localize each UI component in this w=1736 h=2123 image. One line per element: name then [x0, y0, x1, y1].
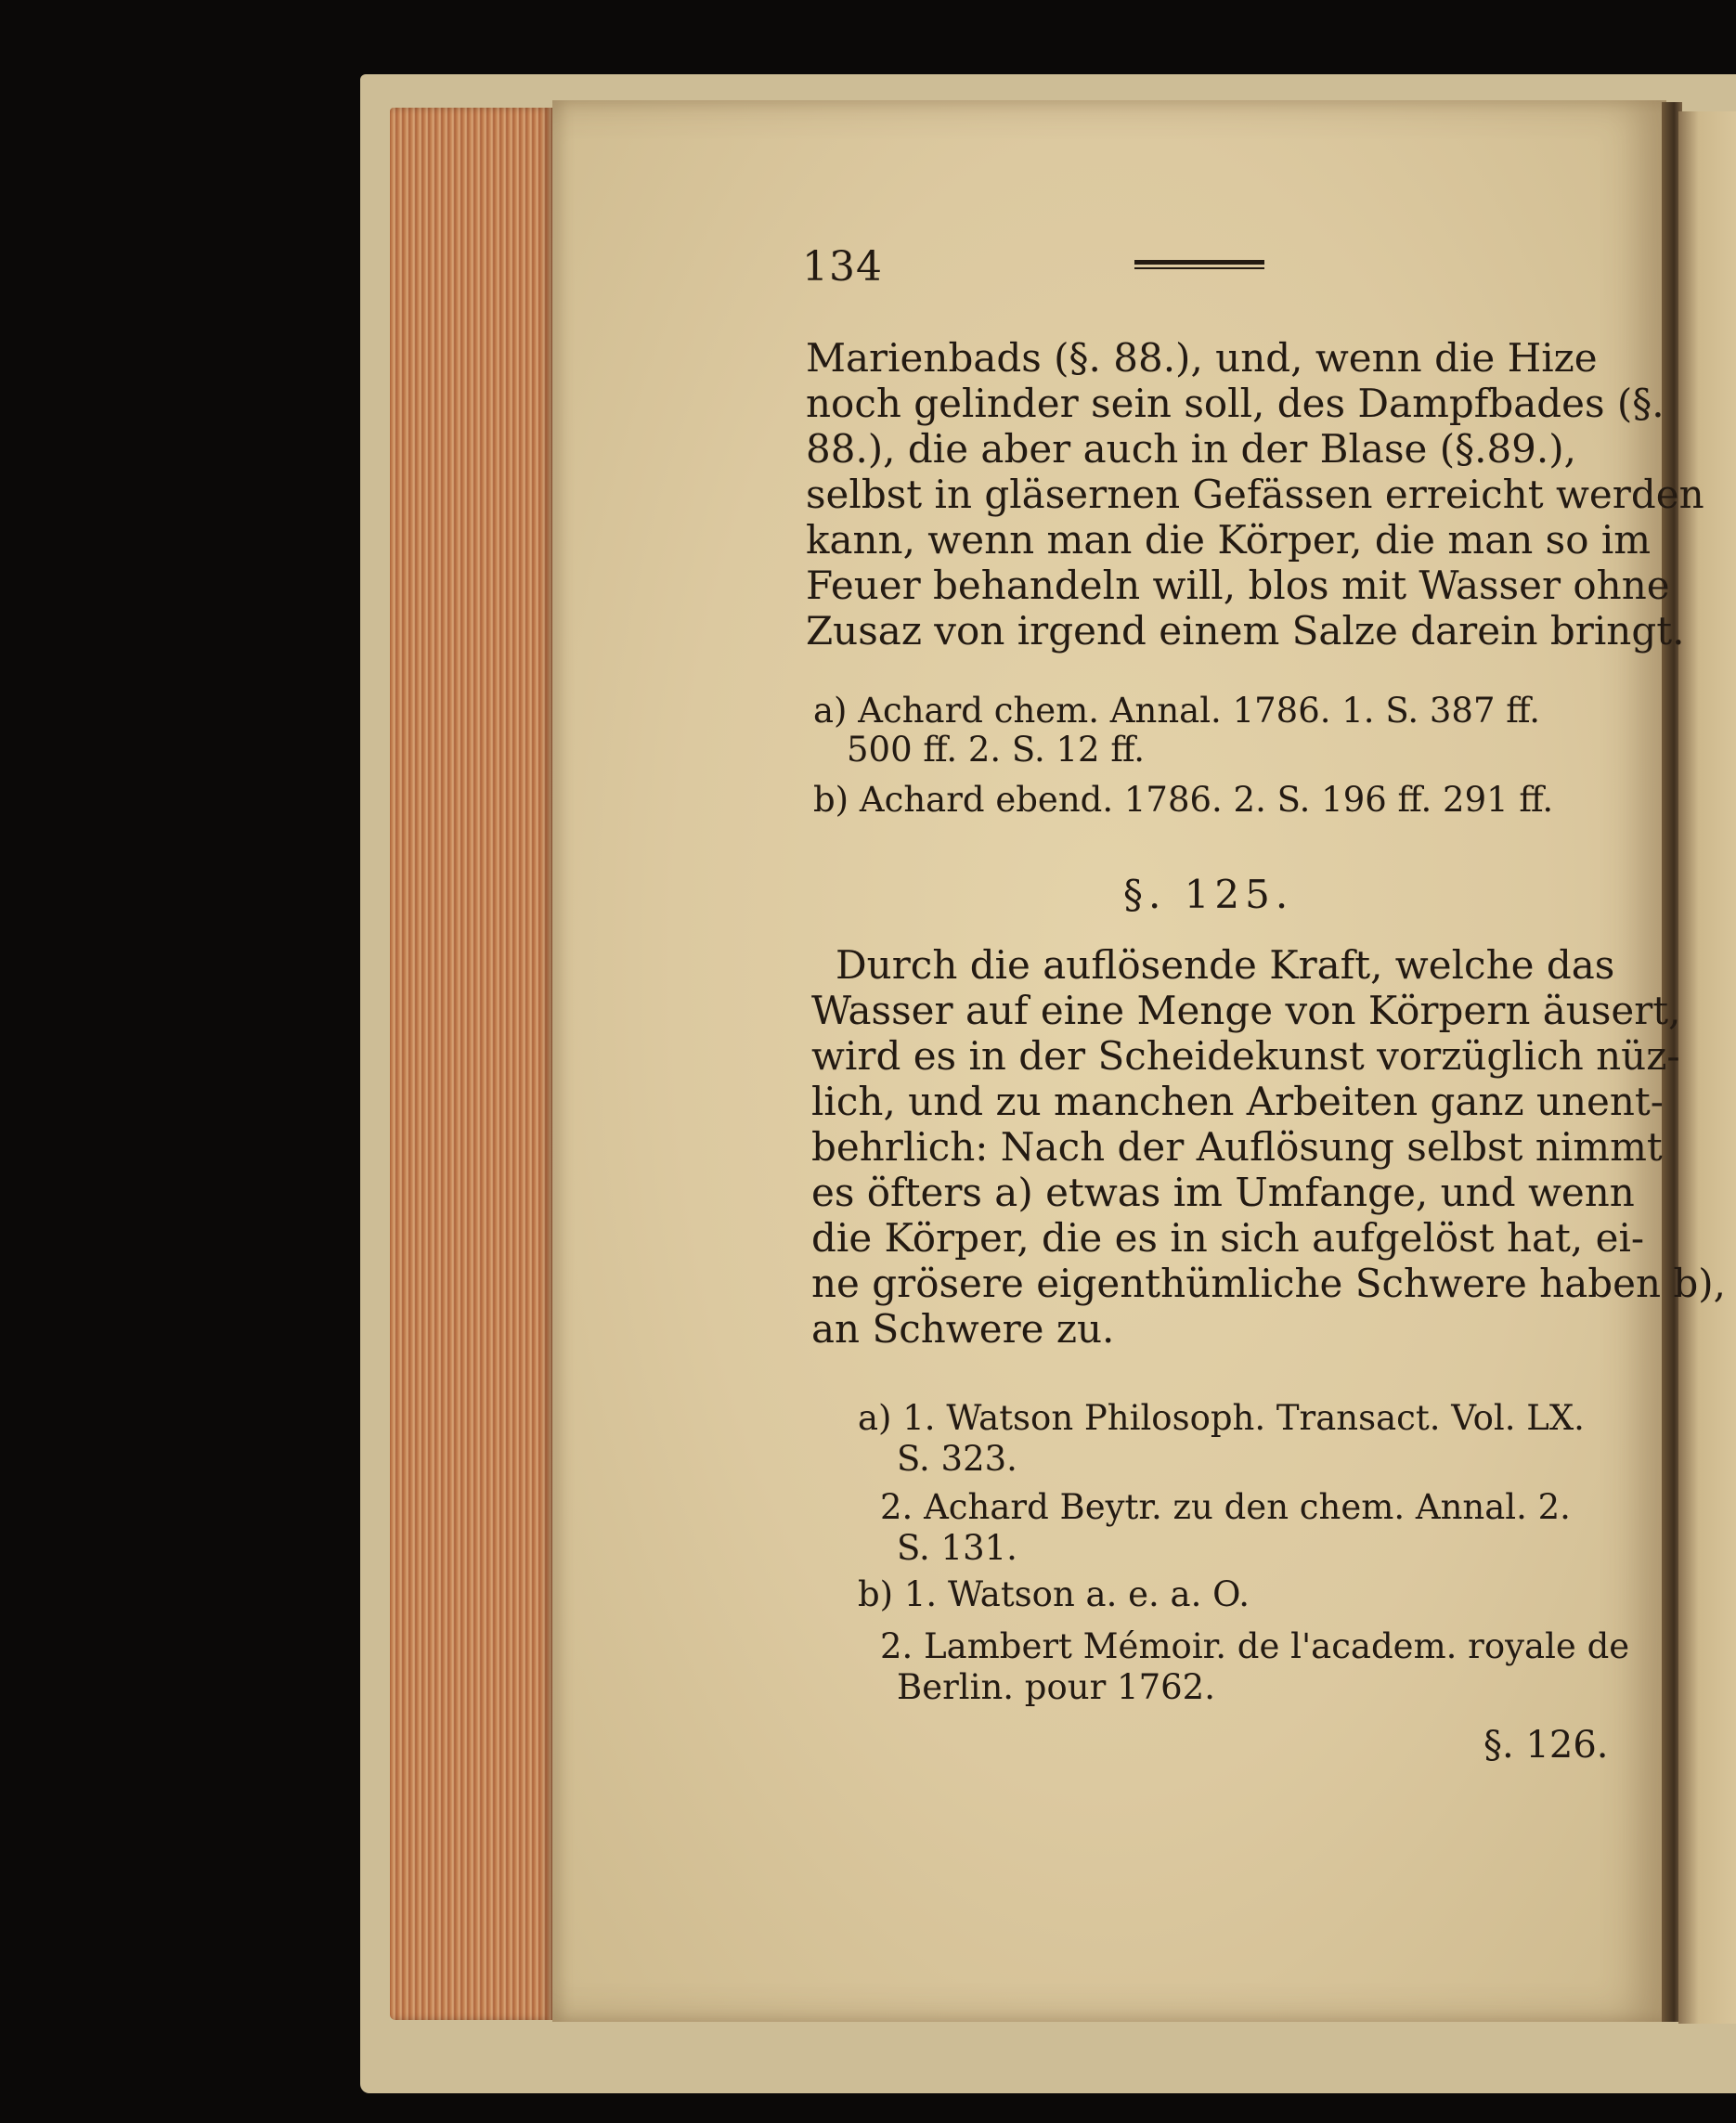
footnote-line: b) Achard ebend. 1786. 2. S. 196 ff. 291 ff.	[813, 780, 1554, 820]
page-edges	[390, 108, 552, 2020]
footnote-line: S. 131.	[897, 1528, 1017, 1568]
text-line: Zusaz von irgend einem Salze darein bringt.	[806, 608, 1685, 654]
section-heading: §. 125.	[1123, 872, 1294, 917]
text-line: wird es in der Scheidekunst vorzüglich nüz-	[811, 1033, 1680, 1079]
catchword: §. 126.	[1483, 1724, 1609, 1767]
footnote-line: a) Achard chem. Annal. 1786. 1. S. 387 ff.	[813, 691, 1540, 731]
text-line: Feuer behandeln will, blos mit Wasser ohne	[806, 563, 1670, 608]
text-line: 88.), die aber auch in der Blase (§.89.),	[806, 426, 1576, 472]
footnote-line: 2. Achard Beytr. zu den chem. Annal. 2.	[880, 1487, 1571, 1527]
footnote-line: S. 323.	[897, 1439, 1017, 1479]
footnote-line: 2. Lambert Mémoir. de l'academ. royale de	[880, 1626, 1630, 1666]
text-line: Durch die auflösende Kraft, welche das	[836, 942, 1615, 988]
text-line: lich, und zu manchen Arbeiten ganz unent-	[811, 1079, 1664, 1124]
text-line: selbst in gläsernen Gefässen erreicht werden	[806, 472, 1704, 517]
text-line: Wasser auf eine Menge von Körpern äusert,	[811, 988, 1681, 1033]
footnote-line: Berlin. pour 1762.	[897, 1667, 1215, 1707]
text-line: die Körper, die es in sich aufgelöst hat, ei-	[811, 1215, 1645, 1261]
footnote-line: a) 1. Watson Philosoph. Transact. Vol. LX.	[858, 1398, 1585, 1438]
right-page-edge	[1678, 111, 1736, 2024]
text-line: ne grösere eigenthümliche Schwere haben b),	[811, 1261, 1727, 1306]
header-rule	[1134, 260, 1264, 271]
text-line: es öfters a) etwas im Umfange, und wenn	[811, 1170, 1635, 1215]
text-line: noch gelinder sein soll, des Dampfbades (§.	[806, 381, 1665, 426]
footnote-line: 500 ff. 2. S. 12 ff.	[847, 730, 1146, 770]
text-line: an Schwere zu.	[811, 1306, 1115, 1352]
text-line: Marienbads (§. 88.), und, wenn die Hize	[806, 335, 1598, 381]
footnote-line: b) 1. Watson a. e. a. O.	[858, 1574, 1250, 1614]
page-number: 134	[802, 243, 883, 291]
text-line: behrlich: Nach der Auflösung selbst nimmt	[811, 1124, 1663, 1170]
text-line: kann, wenn man die Körper, die man so im	[806, 517, 1652, 563]
